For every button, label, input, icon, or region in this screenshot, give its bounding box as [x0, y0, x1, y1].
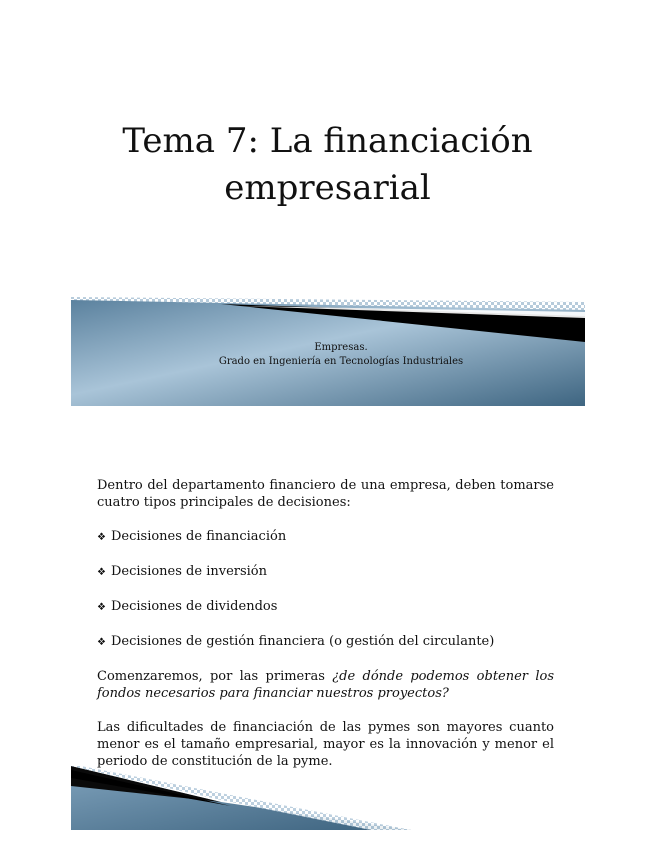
subtitle-line-2: Grado en Ingeniería en Tecnologías Industriales	[218, 356, 464, 367]
slide-title	[90, 118, 565, 212]
slide-title-line-1: Tema 7: La financiación	[122, 121, 533, 161]
question-lead: Comenzaremos, por las primeras	[97, 669, 333, 684]
slide-title-line-2: empresarial	[224, 168, 431, 208]
bullet-item	[97, 598, 554, 616]
question-paragraph	[97, 668, 554, 702]
diamond-bullet-icon: ❖	[97, 602, 106, 613]
title-banner	[71, 296, 585, 406]
bullet-label: Decisiones de financiación	[110, 529, 287, 544]
slide-2-content	[97, 477, 554, 770]
intro-paragraph: Dentro del departamento financiero de una empresa, deben tomarse cuatro tipos principales de decisiones:	[97, 478, 554, 510]
bullet-item	[97, 633, 554, 651]
banner-subtitle	[71, 341, 611, 369]
bullet-label: Decisiones de gestión financiera (o gestión del circulante)	[110, 634, 495, 649]
diamond-bullet-icon: ❖	[97, 532, 106, 543]
footer-graphic	[71, 766, 411, 830]
bullet-label: Decisiones de dividendos	[110, 599, 278, 614]
subtitle-line-1: Empresas.	[314, 342, 368, 353]
bullet-label: Decisiones de inversión	[110, 564, 268, 579]
footer-banner	[71, 766, 411, 830]
bullet-item	[97, 528, 554, 546]
diamond-bullet-icon: ❖	[97, 637, 106, 648]
bullet-item	[97, 563, 554, 581]
question-italic: ¿de dónde podemos obtener los fondos necesarios para financiar nuestros proyectos?	[97, 669, 554, 701]
diamond-bullet-icon: ❖	[97, 567, 106, 578]
pymes-paragraph: Las dificultades de financiación de las pymes son mayores cuanto menor es el tamaño empresarial, mayor es la innovación y menor el periodo de constitución de la pyme.	[97, 720, 554, 769]
